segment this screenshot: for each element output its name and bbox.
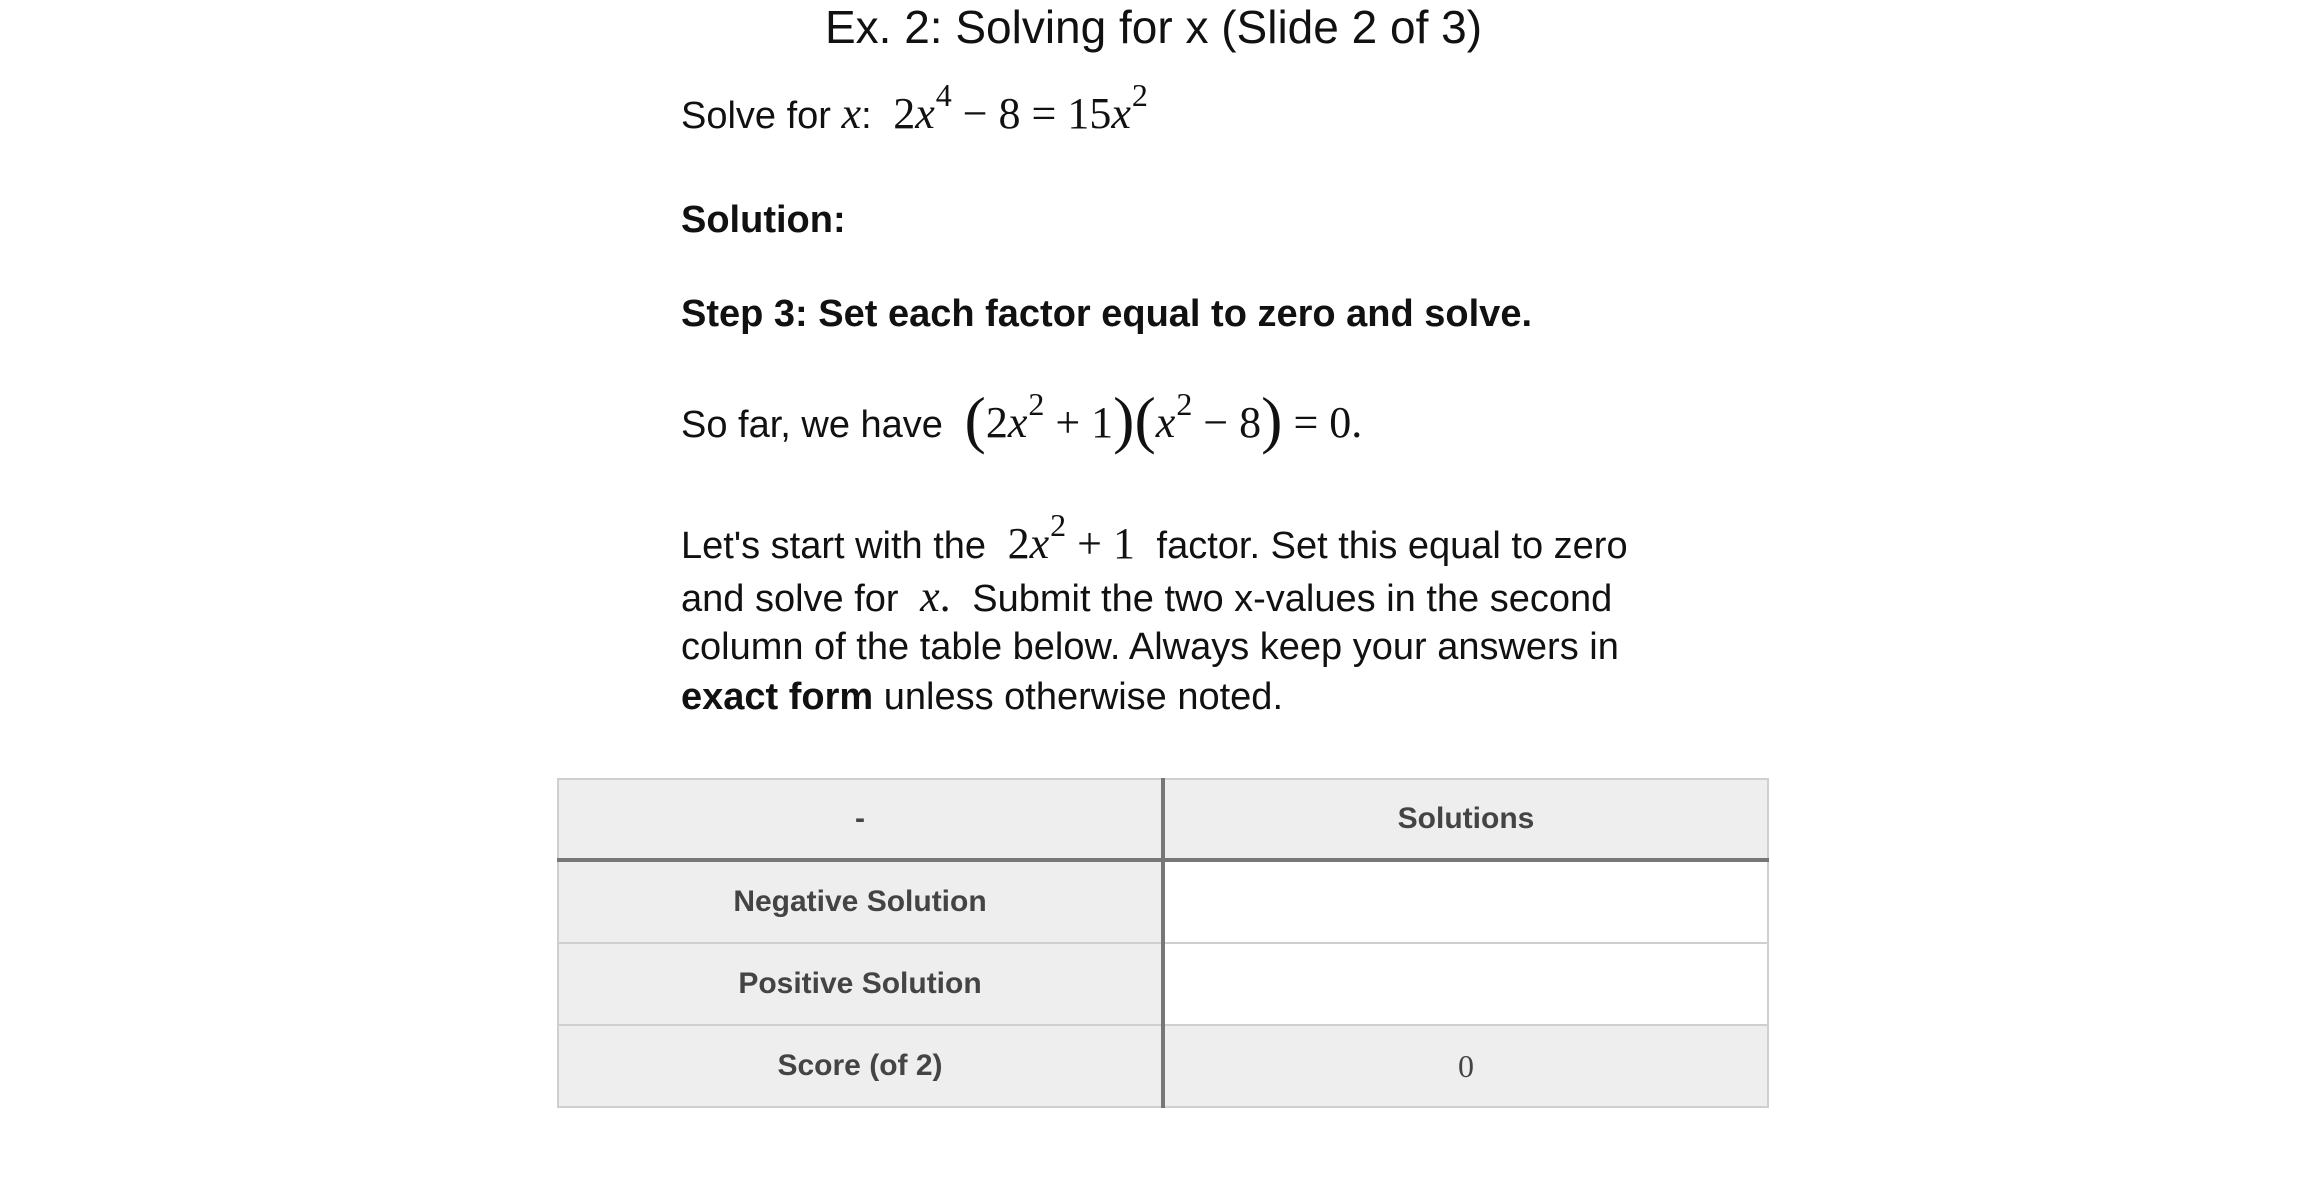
para-text-2: factor. Set this equal to zero [1156,525,1628,567]
para-bold-exact-form: exact form [681,676,874,718]
negative-solution-label: Negative Solution [558,860,1163,943]
para-text-5: column of the table below. Always keep your answers in [681,626,1619,668]
positive-solution-label: Positive Solution [558,943,1163,1025]
problem-statement [681,77,1148,143]
score-value: 0 [1163,1025,1768,1107]
instructions-paragraph [681,507,1641,722]
para-text-4: Submit the two x-values in the second [972,578,1613,620]
so-far-text: So far, we have [681,404,943,446]
so-far-line [681,384,1363,455]
para-text-3: and solve for [681,578,899,620]
problem-prefix: Solve for [681,95,831,137]
positive-solution-input[interactable] [1165,945,1767,1023]
table-header-solutions: Solutions [1163,779,1768,860]
factored-equation: $(2x^2 + 1)(x^2 - 8) = 0$. [964,384,1363,455]
table-row [558,860,1768,943]
page-title: Ex. 2: Solving for x (Slide 2 of 3) [824,1,1483,53]
table-header-row [558,779,1768,860]
problem-equation: $2x^4 - 8 = 15x^2$ [893,77,1148,138]
table-row [558,1025,1768,1107]
step-heading: Step 3: Set each factor equal to zero and solve. [681,293,1533,335]
para-text-6: unless otherwise noted. [873,676,1284,718]
problem-colon: : [861,95,872,137]
negative-solution-cell[interactable] [1163,860,1768,943]
negative-solution-input[interactable] [1165,863,1767,941]
solutions-table [557,778,1769,1108]
score-label: Score (of 2) [558,1025,1163,1107]
problem-variable: x [841,89,862,138]
solution-heading: Solution: [681,199,846,241]
table-header-label: - [558,779,1163,860]
para-variable: x. [920,572,951,621]
table-row [558,943,1768,1025]
positive-solution-cell[interactable] [1163,943,1768,1025]
factor-expression: $2x^2 + 1$ [1007,507,1135,568]
solutions-table-wrapper [557,778,1769,1108]
para-text-1: Let's start with the [681,525,987,567]
